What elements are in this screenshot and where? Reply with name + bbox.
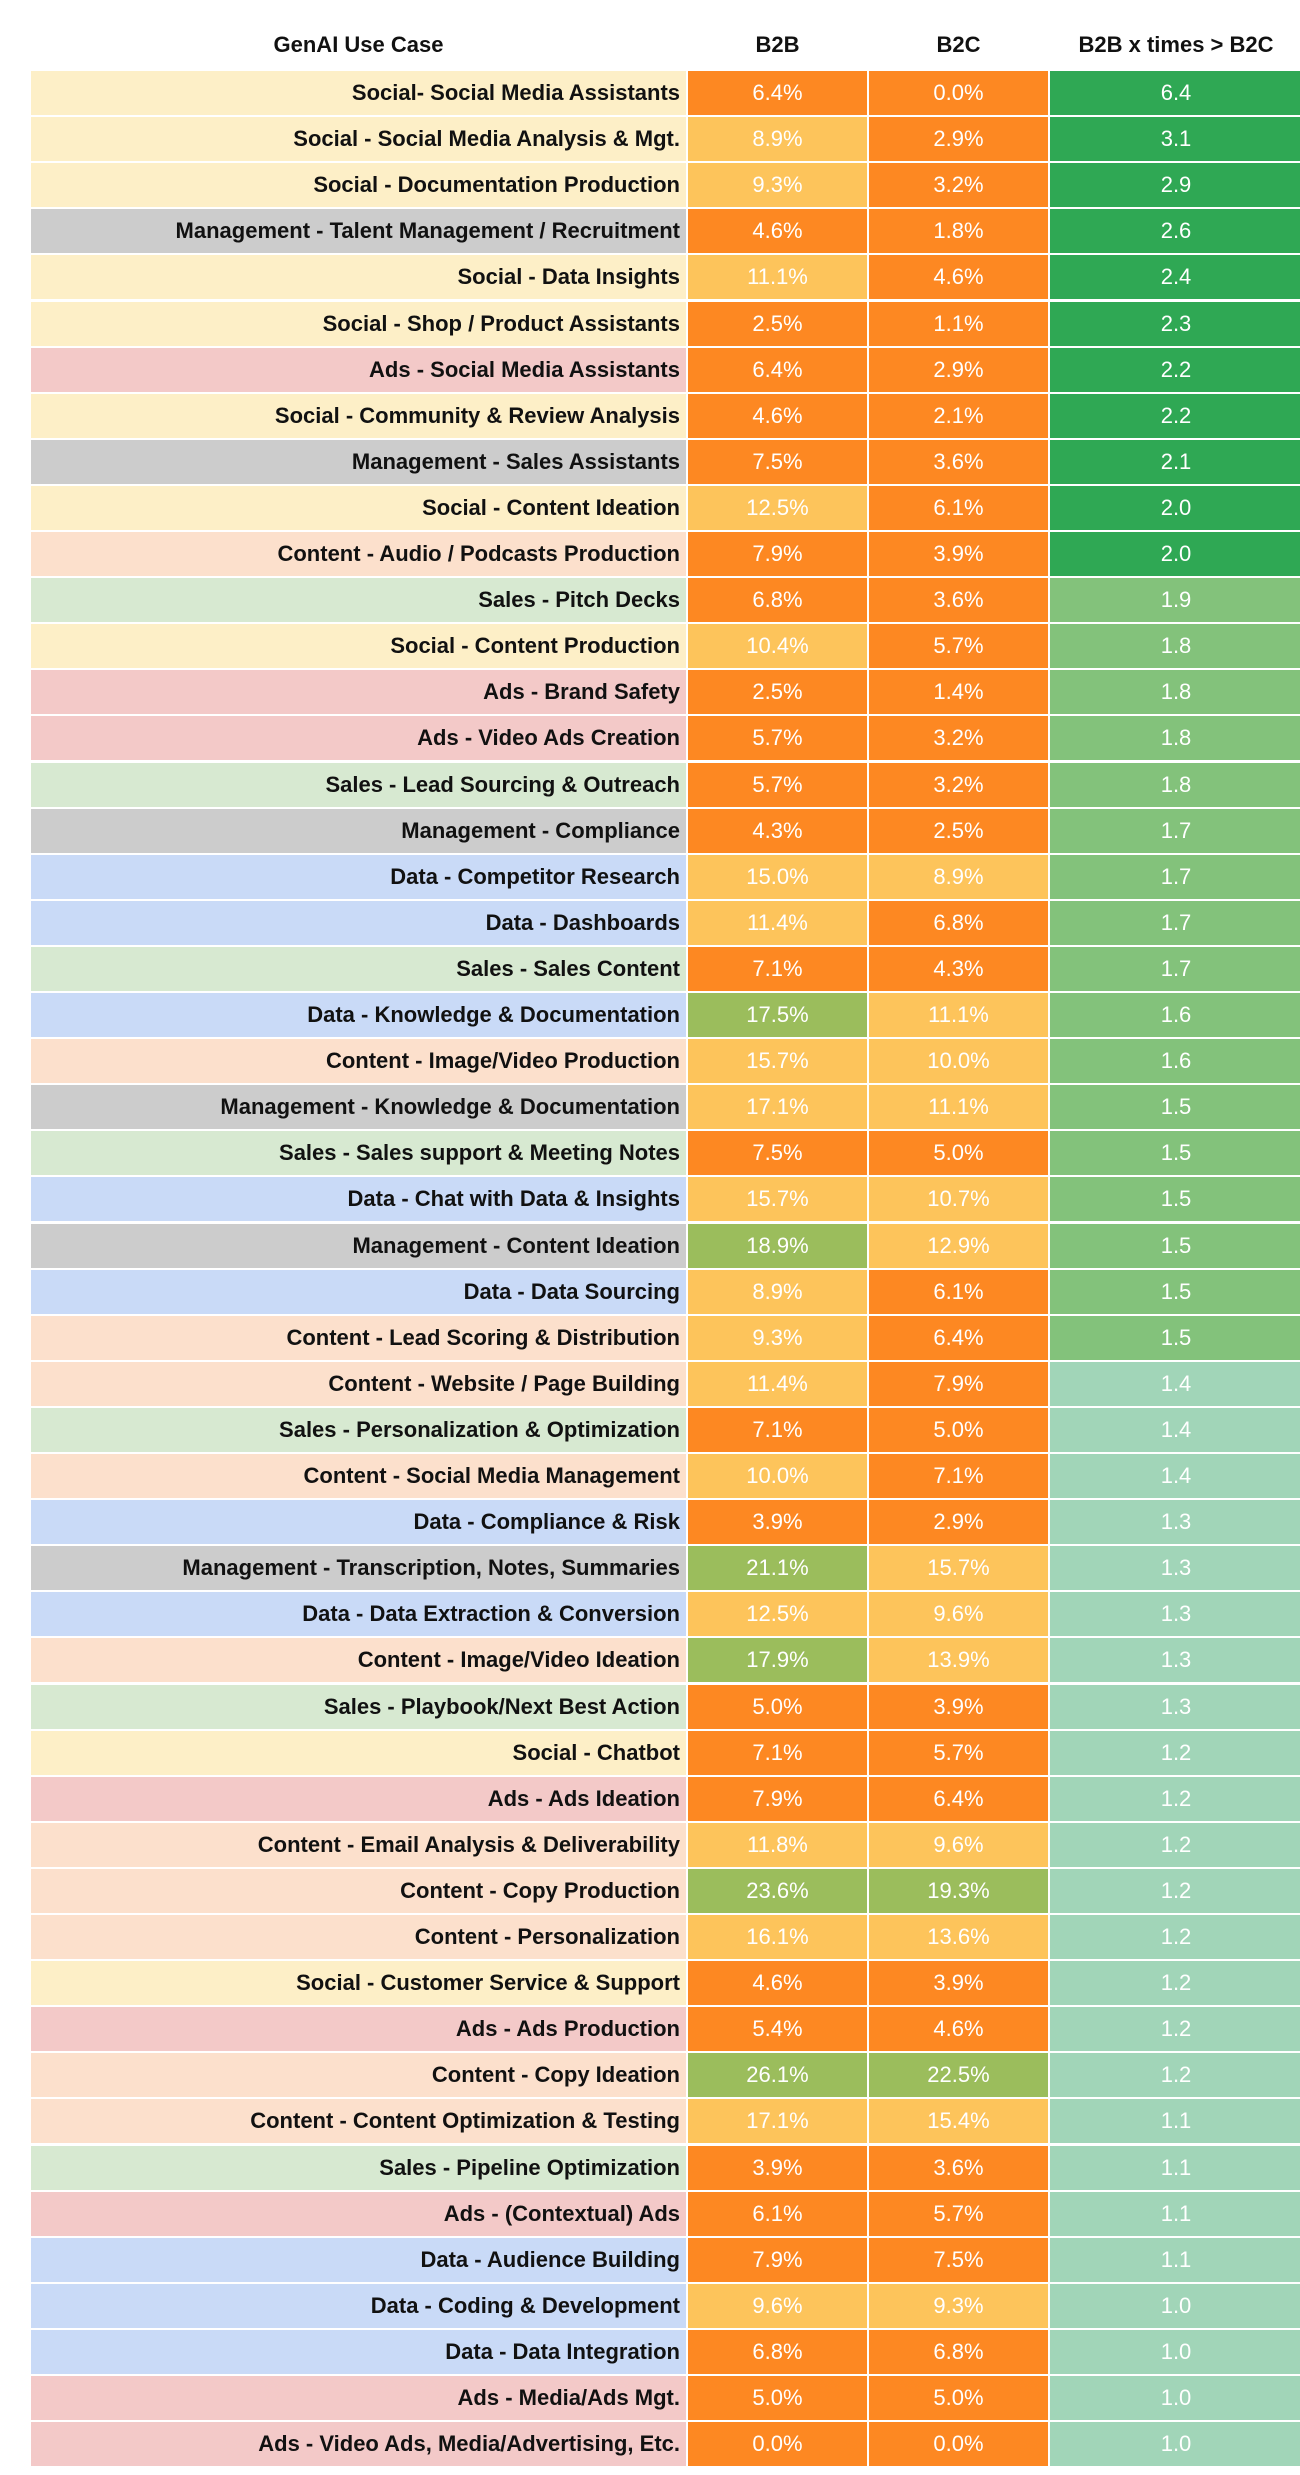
b2b-value: 17.1%: [688, 2099, 867, 2143]
ratio-value: 1.3: [1050, 1638, 1300, 1682]
b2b-value: 17.1%: [688, 1085, 867, 1129]
b2b-value: 9.3%: [688, 1316, 867, 1360]
row-label: Social - Chatbot: [31, 1731, 686, 1775]
b2b-value: 15.0%: [688, 855, 867, 899]
b2b-value: 7.9%: [688, 2238, 867, 2282]
header-b2c: B2C: [936, 32, 981, 57]
row-label: Social - Documentation Production: [31, 163, 686, 207]
row-label: Management - Compliance: [31, 809, 686, 853]
row-label: Social - Data Insights: [31, 255, 686, 299]
b2c-value: 10.7%: [869, 1177, 1048, 1221]
table-row: [31, 578, 1275, 622]
row-label: Sales - Pipeline Optimization: [31, 2146, 686, 2190]
table-row: [31, 2007, 1275, 2051]
row-label: Social - Content Ideation: [31, 486, 686, 530]
ratio-value: 1.6: [1050, 1039, 1300, 1083]
table-row: [31, 855, 1275, 899]
ratio-value: 2.2: [1050, 394, 1300, 438]
b2b-value: 8.9%: [688, 1270, 867, 1314]
b2c-value: 6.1%: [869, 1270, 1048, 1314]
b2c-value: 6.4%: [869, 1777, 1048, 1821]
ratio-value: 1.3: [1050, 1685, 1300, 1729]
b2c-value: 8.9%: [869, 855, 1048, 899]
b2b-value: 10.4%: [688, 624, 867, 668]
b2c-value: 2.9%: [869, 117, 1048, 161]
table-row: [31, 1731, 1275, 1775]
b2c-value: 2.9%: [869, 348, 1048, 392]
table-row: [31, 1270, 1275, 1314]
row-label: Ads - Brand Safety: [31, 670, 686, 714]
b2b-value: 4.6%: [688, 209, 867, 253]
ratio-value: 3.1: [1050, 117, 1300, 161]
b2b-value: 7.1%: [688, 1731, 867, 1775]
ratio-value: 1.6: [1050, 993, 1300, 1037]
b2c-value: 7.9%: [869, 1362, 1048, 1406]
table-row: [31, 1915, 1275, 1959]
row-label: Ads - Ads Production: [31, 2007, 686, 2051]
b2b-value: 4.3%: [688, 809, 867, 853]
b2c-value: 5.7%: [869, 2192, 1048, 2236]
b2b-value: 21.1%: [688, 1546, 867, 1590]
ratio-value: 1.4: [1050, 1362, 1300, 1406]
ratio-value: 6.4: [1050, 71, 1300, 115]
ratio-value: 1.4: [1050, 1454, 1300, 1498]
b2b-value: 16.1%: [688, 1915, 867, 1959]
row-label: Sales - Playbook/Next Best Action: [31, 1685, 686, 1729]
table-row: [31, 1777, 1275, 1821]
table-row: [31, 1408, 1275, 1452]
b2c-value: 7.5%: [869, 2238, 1048, 2282]
b2c-value: 2.1%: [869, 394, 1048, 438]
b2b-value: 9.6%: [688, 2284, 867, 2328]
ratio-value: 1.0: [1050, 2376, 1300, 2420]
table-row: [31, 2099, 1275, 2143]
b2b-value: 4.6%: [688, 394, 867, 438]
table-row: [31, 2284, 1275, 2328]
b2b-value: 11.4%: [688, 901, 867, 945]
ratio-value: 1.1: [1050, 2238, 1300, 2282]
row-label: Content - Image/Video Production: [31, 1039, 686, 1083]
table-row: [31, 1546, 1275, 1590]
ratio-value: 1.2: [1050, 2007, 1300, 2051]
b2b-value: 4.6%: [688, 1961, 867, 2005]
b2b-value: 17.9%: [688, 1638, 867, 1682]
ratio-value: 1.8: [1050, 763, 1300, 807]
ratio-value: 2.0: [1050, 486, 1300, 530]
table-row: [31, 394, 1275, 438]
ratio-value: 1.7: [1050, 901, 1300, 945]
ratio-value: 1.7: [1050, 947, 1300, 991]
ratio-value: 2.2: [1050, 348, 1300, 392]
b2b-value: 6.8%: [688, 2330, 867, 2374]
ratio-value: 1.0: [1050, 2422, 1300, 2466]
b2b-value: 12.5%: [688, 1592, 867, 1636]
table-row: [31, 1177, 1275, 1221]
row-label: Content - Content Optimization & Testing: [31, 2099, 686, 2143]
row-label: Social - Customer Service & Support: [31, 1961, 686, 2005]
table-row: [31, 2330, 1275, 2374]
row-label: Content - Copy Production: [31, 1869, 686, 1913]
ratio-value: 1.4: [1050, 1408, 1300, 1452]
b2c-value: 15.4%: [869, 2099, 1048, 2143]
table-row: [31, 2146, 1275, 2190]
table-row: [31, 2053, 1275, 2097]
row-label: Content - Email Analysis & Deliverability: [31, 1823, 686, 1867]
ratio-value: 1.5: [1050, 1224, 1300, 1268]
ratio-value: 1.5: [1050, 1131, 1300, 1175]
table-row: [31, 2192, 1275, 2236]
row-label: Data - Data Extraction & Conversion: [31, 1592, 686, 1636]
row-label: Data - Data Sourcing: [31, 1270, 686, 1314]
table-row: [31, 1592, 1275, 1636]
b2c-value: 13.6%: [869, 1915, 1048, 1959]
ratio-value: 1.7: [1050, 809, 1300, 853]
table-row: [31, 486, 1275, 530]
ratio-value: 1.8: [1050, 670, 1300, 714]
b2b-value: 12.5%: [688, 486, 867, 530]
row-label: Data - Data Integration: [31, 2330, 686, 2374]
b2c-value: 4.6%: [869, 2007, 1048, 2051]
table-row: [31, 624, 1275, 668]
table-row: [31, 670, 1275, 714]
b2b-value: 17.5%: [688, 993, 867, 1037]
b2b-value: 7.5%: [688, 1131, 867, 1175]
b2b-value: 9.3%: [688, 163, 867, 207]
b2b-value: 26.1%: [688, 2053, 867, 2097]
table-row: [31, 947, 1275, 991]
table-row: [31, 2238, 1275, 2282]
ratio-value: 1.7: [1050, 855, 1300, 899]
row-label: Social - Content Production: [31, 624, 686, 668]
row-label: Ads - Social Media Assistants: [31, 348, 686, 392]
b2b-value: 15.7%: [688, 1039, 867, 1083]
b2c-value: 9.6%: [869, 1823, 1048, 1867]
header-ratio: B2B x times > B2C: [1078, 32, 1274, 57]
row-label: Content - Copy Ideation: [31, 2053, 686, 2097]
b2c-value: 0.0%: [869, 71, 1048, 115]
row-label: Management - Sales Assistants: [31, 440, 686, 484]
table-row: [31, 163, 1275, 207]
b2b-value: 10.0%: [688, 1454, 867, 1498]
ratio-value: 2.9: [1050, 163, 1300, 207]
row-label: Content - Personalization: [31, 1915, 686, 1959]
b2b-value: 5.7%: [688, 716, 867, 760]
table-row: [31, 1500, 1275, 1544]
table-row: [31, 209, 1275, 253]
row-label: Content - Image/Video Ideation: [31, 1638, 686, 1682]
b2c-value: 7.1%: [869, 1454, 1048, 1498]
b2b-value: 11.1%: [688, 255, 867, 299]
b2b-value: 7.1%: [688, 1408, 867, 1452]
table-row: [31, 71, 1275, 115]
b2b-value: 23.6%: [688, 1869, 867, 1913]
ratio-value: 2.6: [1050, 209, 1300, 253]
b2c-value: 9.6%: [869, 1592, 1048, 1636]
row-label: Data - Dashboards: [31, 901, 686, 945]
b2b-value: 15.7%: [688, 1177, 867, 1221]
ratio-value: 1.1: [1050, 2192, 1300, 2236]
b2c-value: 5.7%: [869, 1731, 1048, 1775]
row-label: Management - Knowledge & Documentation: [31, 1085, 686, 1129]
b2b-value: 6.4%: [688, 348, 867, 392]
table-row: [31, 1961, 1275, 2005]
row-label: Data - Competitor Research: [31, 855, 686, 899]
b2c-value: 5.0%: [869, 1131, 1048, 1175]
b2b-value: 7.9%: [688, 1777, 867, 1821]
ratio-value: 1.3: [1050, 1546, 1300, 1590]
table-row: [31, 1085, 1275, 1129]
b2c-value: 3.9%: [869, 532, 1048, 576]
ratio-value: 2.4: [1050, 255, 1300, 299]
table-row: [31, 1869, 1275, 1913]
table-row: [31, 763, 1275, 807]
ratio-value: 1.3: [1050, 1592, 1300, 1636]
header-use-case: GenAI Use Case: [273, 32, 444, 57]
row-label: Data - Audience Building: [31, 2238, 686, 2282]
ratio-value: 1.5: [1050, 1085, 1300, 1129]
b2c-value: 2.9%: [869, 1500, 1048, 1544]
table-row: [31, 716, 1275, 760]
b2b-value: 6.8%: [688, 578, 867, 622]
b2c-value: 5.0%: [869, 1408, 1048, 1452]
row-label: Social - Community & Review Analysis: [31, 394, 686, 438]
row-label: Management - Content Ideation: [31, 1224, 686, 1268]
table-row: [31, 255, 1275, 299]
ratio-value: 2.0: [1050, 532, 1300, 576]
b2c-value: 3.9%: [869, 1961, 1048, 2005]
row-label: Social- Social Media Assistants: [31, 71, 686, 115]
b2c-value: 3.6%: [869, 578, 1048, 622]
b2b-value: 7.9%: [688, 532, 867, 576]
b2b-value: 2.5%: [688, 302, 867, 346]
ratio-value: 1.5: [1050, 1177, 1300, 1221]
b2c-value: 4.3%: [869, 947, 1048, 991]
b2c-value: 5.7%: [869, 624, 1048, 668]
table-row: [31, 809, 1275, 853]
table-row: [31, 1224, 1275, 1268]
b2c-value: 22.5%: [869, 2053, 1048, 2097]
table-row: [31, 302, 1275, 346]
ratio-value: 1.1: [1050, 2099, 1300, 2143]
ratio-value: 2.3: [1050, 302, 1300, 346]
b2c-value: 6.8%: [869, 2330, 1048, 2374]
row-label: Sales - Sales Content: [31, 947, 686, 991]
ratio-value: 2.1: [1050, 440, 1300, 484]
row-label: Data - Knowledge & Documentation: [31, 993, 686, 1037]
ratio-value: 1.8: [1050, 624, 1300, 668]
b2c-value: 3.6%: [869, 440, 1048, 484]
ratio-value: 1.0: [1050, 2284, 1300, 2328]
b2c-value: 3.2%: [869, 763, 1048, 807]
b2b-value: 2.5%: [688, 670, 867, 714]
row-label: Social - Shop / Product Assistants: [31, 302, 686, 346]
b2b-value: 6.4%: [688, 71, 867, 115]
b2c-value: 10.0%: [869, 1039, 1048, 1083]
ratio-value: 1.9: [1050, 578, 1300, 622]
ratio-value: 1.2: [1050, 1731, 1300, 1775]
row-label: Sales - Lead Sourcing & Outreach: [31, 763, 686, 807]
ratio-value: 1.2: [1050, 1961, 1300, 2005]
header-b2b: B2B: [755, 32, 800, 57]
b2c-value: 4.6%: [869, 255, 1048, 299]
b2b-value: 5.4%: [688, 2007, 867, 2051]
table-row: [31, 1454, 1275, 1498]
b2c-value: 2.5%: [869, 809, 1048, 853]
table-row: [31, 348, 1275, 392]
b2c-value: 5.0%: [869, 2376, 1048, 2420]
b2c-value: 0.0%: [869, 2422, 1048, 2466]
b2b-value: 0.0%: [688, 2422, 867, 2466]
row-label: Ads - Media/Ads Mgt.: [31, 2376, 686, 2420]
b2b-value: 5.0%: [688, 1685, 867, 1729]
row-label: Ads - (Contextual) Ads: [31, 2192, 686, 2236]
row-label: Ads - Video Ads Creation: [31, 716, 686, 760]
b2c-value: 1.8%: [869, 209, 1048, 253]
ratio-value: 1.2: [1050, 1915, 1300, 1959]
row-label: Social - Social Media Analysis & Mgt.: [31, 117, 686, 161]
b2b-value: 8.9%: [688, 117, 867, 161]
table-row: [31, 2422, 1275, 2466]
row-label: Data - Coding & Development: [31, 2284, 686, 2328]
row-label: Data - Compliance & Risk: [31, 1500, 686, 1544]
ratio-value: 1.1: [1050, 2146, 1300, 2190]
b2c-value: 11.1%: [869, 1085, 1048, 1129]
b2c-value: 6.1%: [869, 486, 1048, 530]
ratio-value: 1.2: [1050, 1777, 1300, 1821]
b2c-value: 13.9%: [869, 1638, 1048, 1682]
table-row: [31, 1362, 1275, 1406]
b2b-value: 6.1%: [688, 2192, 867, 2236]
row-label: Management - Transcription, Notes, Summaries: [31, 1546, 686, 1590]
b2c-value: 6.8%: [869, 901, 1048, 945]
b2c-value: 15.7%: [869, 1546, 1048, 1590]
ratio-value: 1.2: [1050, 2053, 1300, 2097]
table-row: [31, 1039, 1275, 1083]
row-label: Sales - Sales support & Meeting Notes: [31, 1131, 686, 1175]
ratio-value: 1.0: [1050, 2330, 1300, 2374]
table-row: [31, 1131, 1275, 1175]
ratio-value: 1.2: [1050, 1869, 1300, 1913]
ratio-value: 1.8: [1050, 716, 1300, 760]
b2b-value: 3.9%: [688, 2146, 867, 2190]
b2c-value: 19.3%: [869, 1869, 1048, 1913]
table-row: [31, 1685, 1275, 1729]
table-row: [31, 440, 1275, 484]
b2b-value: 7.5%: [688, 440, 867, 484]
b2c-value: 12.9%: [869, 1224, 1048, 1268]
row-label: Content - Lead Scoring & Distribution: [31, 1316, 686, 1360]
b2c-value: 3.9%: [869, 1685, 1048, 1729]
b2b-value: 18.9%: [688, 1224, 867, 1268]
row-label: Management - Talent Management / Recruitment: [31, 209, 686, 253]
table-row: [31, 532, 1275, 576]
table-row: [31, 993, 1275, 1037]
b2b-value: 7.1%: [688, 947, 867, 991]
table-row: [31, 1638, 1275, 1682]
table-row: [31, 901, 1275, 945]
row-label: Content - Website / Page Building: [31, 1362, 686, 1406]
ratio-value: 1.5: [1050, 1270, 1300, 1314]
b2c-value: 11.1%: [869, 993, 1048, 1037]
ratio-value: 1.3: [1050, 1500, 1300, 1544]
b2b-value: 5.0%: [688, 2376, 867, 2420]
table-row: [31, 1316, 1275, 1360]
row-label: Data - Chat with Data & Insights: [31, 1177, 686, 1221]
table-row: [31, 1823, 1275, 1867]
b2b-value: 11.8%: [688, 1823, 867, 1867]
row-label: Ads - Ads Ideation: [31, 1777, 686, 1821]
b2c-value: 1.4%: [869, 670, 1048, 714]
row-label: Ads - Video Ads, Media/Advertising, Etc.: [31, 2422, 686, 2466]
table-row: [31, 2376, 1275, 2420]
table-row: [31, 117, 1275, 161]
ratio-value: 1.2: [1050, 1823, 1300, 1867]
b2c-value: 3.2%: [869, 163, 1048, 207]
b2c-value: 1.1%: [869, 302, 1048, 346]
b2c-value: 3.6%: [869, 2146, 1048, 2190]
b2b-value: 5.7%: [688, 763, 867, 807]
b2b-value: 11.4%: [688, 1362, 867, 1406]
b2c-value: 6.4%: [869, 1316, 1048, 1360]
row-label: Content - Social Media Management: [31, 1454, 686, 1498]
b2b-value: 3.9%: [688, 1500, 867, 1544]
b2c-value: 3.2%: [869, 716, 1048, 760]
row-label: Content - Audio / Podcasts Production: [31, 532, 686, 576]
b2c-value: 9.3%: [869, 2284, 1048, 2328]
row-label: Sales - Pitch Decks: [31, 578, 686, 622]
ratio-value: 1.5: [1050, 1316, 1300, 1360]
row-label: Sales - Personalization & Optimization: [31, 1408, 686, 1452]
